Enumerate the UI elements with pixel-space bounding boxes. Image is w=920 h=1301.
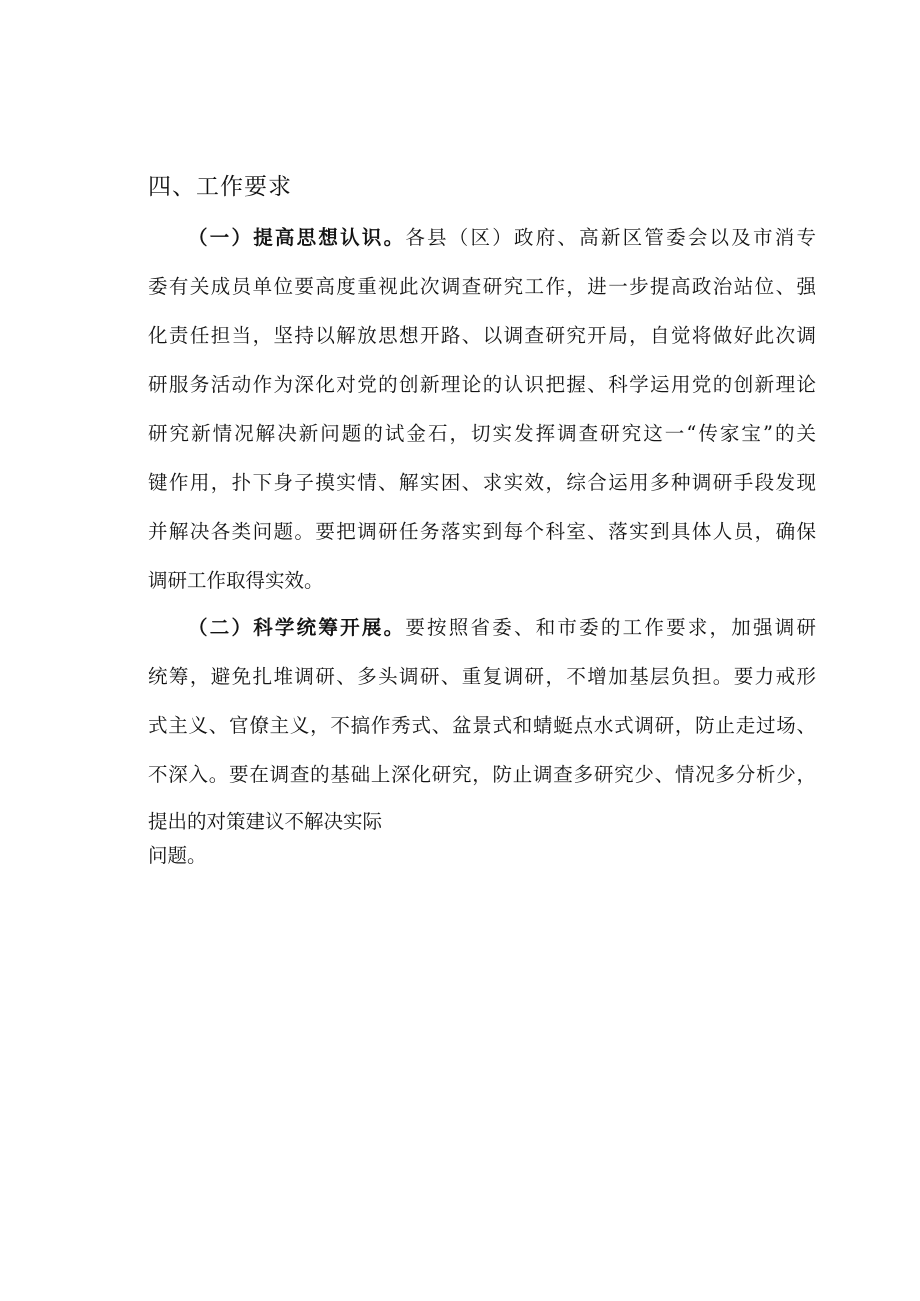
paragraph-2-lead: （二）科学统筹开展。: [188, 616, 406, 639]
paragraph-1-line-3: 化责任担当，坚持以解放思想开路、以调查研究开局，自觉将做好此次调: [148, 324, 816, 347]
paragraph-2-line-5: 提出的对策建议不解决实际: [148, 810, 383, 833]
paragraph-1-line-5: 研究新情况解决新问题的试金石，切实发挥调查研究这一“传家宝”的关: [148, 422, 816, 445]
paragraph-2-line-4: 不深入。要在调查的基础上深化研究，防止调查多研究少、情况多分析少，: [148, 763, 816, 786]
paragraph-1-lead: （一）提高思想认识。: [188, 226, 406, 249]
section-heading: 四、工作要求: [148, 174, 292, 200]
paragraph-2-line-2: 统筹，避免扎堆调研、多头调研、重复调研，不增加基层负担。要力戒形: [148, 665, 816, 688]
paragraph-2-line-6: 问题。: [148, 844, 207, 867]
paragraph-1-line-2: 委有关成员单位要高度重视此次调查研究工作，进一步提高政治站位、强: [148, 275, 816, 298]
paragraph-1-line-1-text: 各县（区）政府、高新区管委会以及市消专: [405, 226, 816, 249]
paragraph-2-line-1-text: 要按照省委、和市委的工作要求，加强调研: [405, 616, 816, 639]
paragraph-1-line-7: 并解决各类问题。要把调研任务落实到每个科室、落实到具体人员，确保: [148, 520, 816, 543]
paragraph-1-line-1: [188, 222, 816, 250]
paragraph-2-line-3: 式主义、官僚主义，不搞作秀式、盆景式和蜻蜓点水式调研，防止走过场、: [148, 714, 816, 737]
paragraph-1-line-6: 键作用，扑下身子摸实情、解实困、求实效，综合运用多种调研手段发现: [148, 471, 816, 494]
paragraph-2-line-1: [188, 612, 816, 640]
paragraph-1-line-4: 研服务活动作为深化对党的创新理论的认识把握、科学运用党的创新理论: [148, 373, 816, 396]
paragraph-1-line-8: 调研工作取得实效。: [148, 569, 324, 592]
